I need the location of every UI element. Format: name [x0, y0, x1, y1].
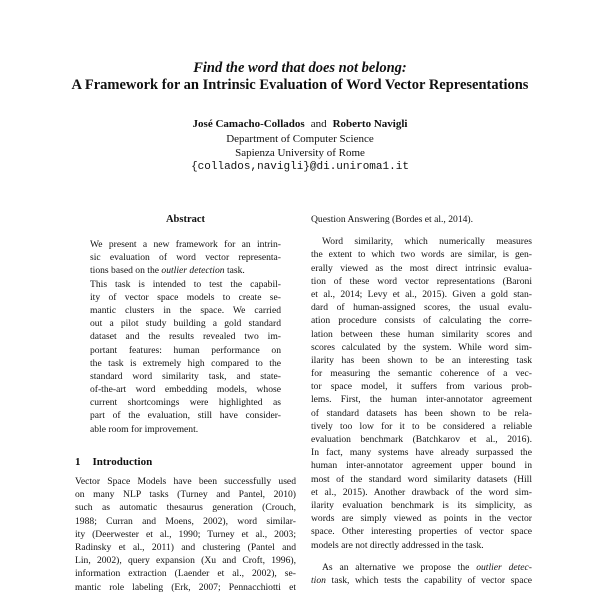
- right-line: lation between these human similarity scores and: [311, 328, 532, 340]
- intro-line: mantic role labeling (Erk, 2007; Pennacchiotti et: [75, 581, 296, 593]
- section-heading-introduction: [75, 456, 152, 468]
- right-line: dard of human-assigned scores, the usual evalu-: [311, 302, 532, 314]
- abstract-body: [90, 238, 281, 436]
- right-line: models are not directly addressed in the task.: [311, 539, 484, 551]
- right-line: Question Answering (Bordes et al., 2014).: [311, 214, 474, 225]
- abstract-line: mantic clusters in the space. We carried: [90, 304, 281, 316]
- right-line: et al., 2014; Levy et al., 2015). Given a gold stan-: [311, 288, 532, 300]
- right-line: scores calculated by the system. While word sim-: [311, 341, 532, 353]
- right-line: the extent to which two words are similar, is gen-: [311, 249, 532, 261]
- right-line: tively too low for it to be considered a reliable: [311, 420, 532, 432]
- right-line: human inter-annotator agreement upper bound in: [311, 460, 532, 472]
- author-name: José Camacho-Collados: [192, 118, 305, 130]
- abstract-line: of-the-art word embedding models, whose: [90, 384, 281, 396]
- abstract-line-text: task.: [224, 265, 245, 277]
- abstract-line: This task is intended to test the capabil-: [90, 278, 281, 290]
- intro-line: Vector Space Models have been successfully used: [75, 476, 296, 487]
- paragraph-gap: [311, 226, 532, 235]
- abstract-line: current shortcomings were highlighted as: [90, 397, 281, 409]
- right-line: [311, 561, 532, 574]
- paper-title-line1: Find the word that does not belong:: [193, 60, 407, 76]
- right-line: ation procedure consists of calculating the corre-: [311, 315, 532, 327]
- italic-term: outlier detec-: [476, 561, 533, 573]
- abstract-italic-term: outlier detection: [161, 265, 225, 277]
- right-line: words are simply viewed as points in the vector: [311, 513, 532, 525]
- abstract-line-text: tions based on the: [90, 265, 162, 277]
- affiliation-department: Department of Computer Science: [226, 133, 374, 145]
- paper-title-line2: A Framework for an Intrinsic Evaluation of Word Vector Representations: [71, 77, 529, 93]
- right-line: for measuring the semantic coherence of a vec-: [311, 368, 532, 380]
- abstract-line: part of the evaluation, still have consider-: [90, 410, 281, 422]
- right-column-body: [311, 213, 532, 587]
- intro-line: ity (Deerwester et al., 1990; Turney et al., 2003;: [75, 528, 296, 540]
- right-line: tion of these word vector representations (Baroni: [311, 275, 532, 287]
- abstract-line: sic evaluation of word vector representa-: [90, 252, 281, 264]
- right-line: space. Other interesting properties of vector space: [311, 526, 532, 538]
- author-conjunction: and: [310, 118, 327, 130]
- affiliation-university: Sapienza University of Rome: [235, 147, 365, 159]
- right-line: ilarity has been shown to be an interesting task: [311, 354, 532, 366]
- right-line: et al., 2015). Another drawback of the word sim-: [311, 486, 532, 498]
- right-line-text: As an alternative we propose the: [322, 561, 477, 573]
- author-list: [0, 118, 600, 130]
- section-title: Introduction: [92, 456, 153, 468]
- abstract-line: [90, 264, 281, 277]
- right-line: Word similarity, which numerically measures: [322, 236, 532, 248]
- abstract-line: out a pilot study building a gold standard: [90, 318, 281, 330]
- abstract-line: ity of vector space models to create se-: [90, 291, 281, 303]
- right-line: tor space model, it suffers from various prob-: [311, 381, 532, 393]
- abstract-line: the task is extremely high compared to the: [90, 357, 281, 369]
- introduction-body: [75, 475, 296, 594]
- right-line: In fact, many systems have already surpassed the: [311, 447, 532, 459]
- abstract-line: portant features: human performance on: [90, 344, 281, 356]
- abstract-line: We present a new framework for an intrin-: [90, 239, 281, 250]
- intro-line: Lin, 2002), query expansion (Xu and Croft, 1996),: [75, 555, 296, 567]
- author-name: Roberto Navigli: [332, 118, 408, 130]
- right-line: evaluation benchmark (Batchkarov et al., 2016).: [311, 434, 532, 445]
- section-number: 1: [75, 456, 81, 468]
- abstract-line: dataset and the results revealed two im-: [90, 331, 281, 343]
- italic-term: tion: [311, 574, 326, 586]
- right-line: of standard datasets has been shown to be rela-: [311, 407, 532, 419]
- intro-line: Radinsky et al., 2011) and clustering (Pantel and: [75, 541, 296, 553]
- abstract-line: standard word similarity task, and state-: [90, 370, 281, 382]
- intro-line: information extraction (Laender et al., 2002), se-: [75, 568, 296, 580]
- right-line: lems. First, the human inter-annotator agreement: [311, 394, 532, 406]
- right-line: most of the standard word similarity datasets (Hill: [311, 473, 532, 485]
- paragraph-gap: [311, 552, 532, 561]
- intro-line: such as automatic thesaurus generation (Crouch,: [75, 502, 296, 514]
- author-email: {collados,navigli}@di.uniroma1.it: [191, 161, 409, 173]
- right-line: [311, 574, 532, 587]
- intro-line: 1988; Curran and Moens, 2002), word similar-: [75, 515, 296, 527]
- right-line: erally viewed as the most direct intrinsic evalua-: [311, 262, 532, 274]
- right-line: ilarity evaluation benchmark is its simplicity, as: [311, 499, 532, 511]
- right-line-text: task, which tests the capability of vector space: [325, 574, 532, 586]
- intro-line: on many NLP tasks (Turney and Pantel, 2010): [75, 489, 296, 501]
- abstract-line: able room for improvement.: [90, 423, 199, 435]
- abstract-heading: Abstract: [165, 214, 206, 225]
